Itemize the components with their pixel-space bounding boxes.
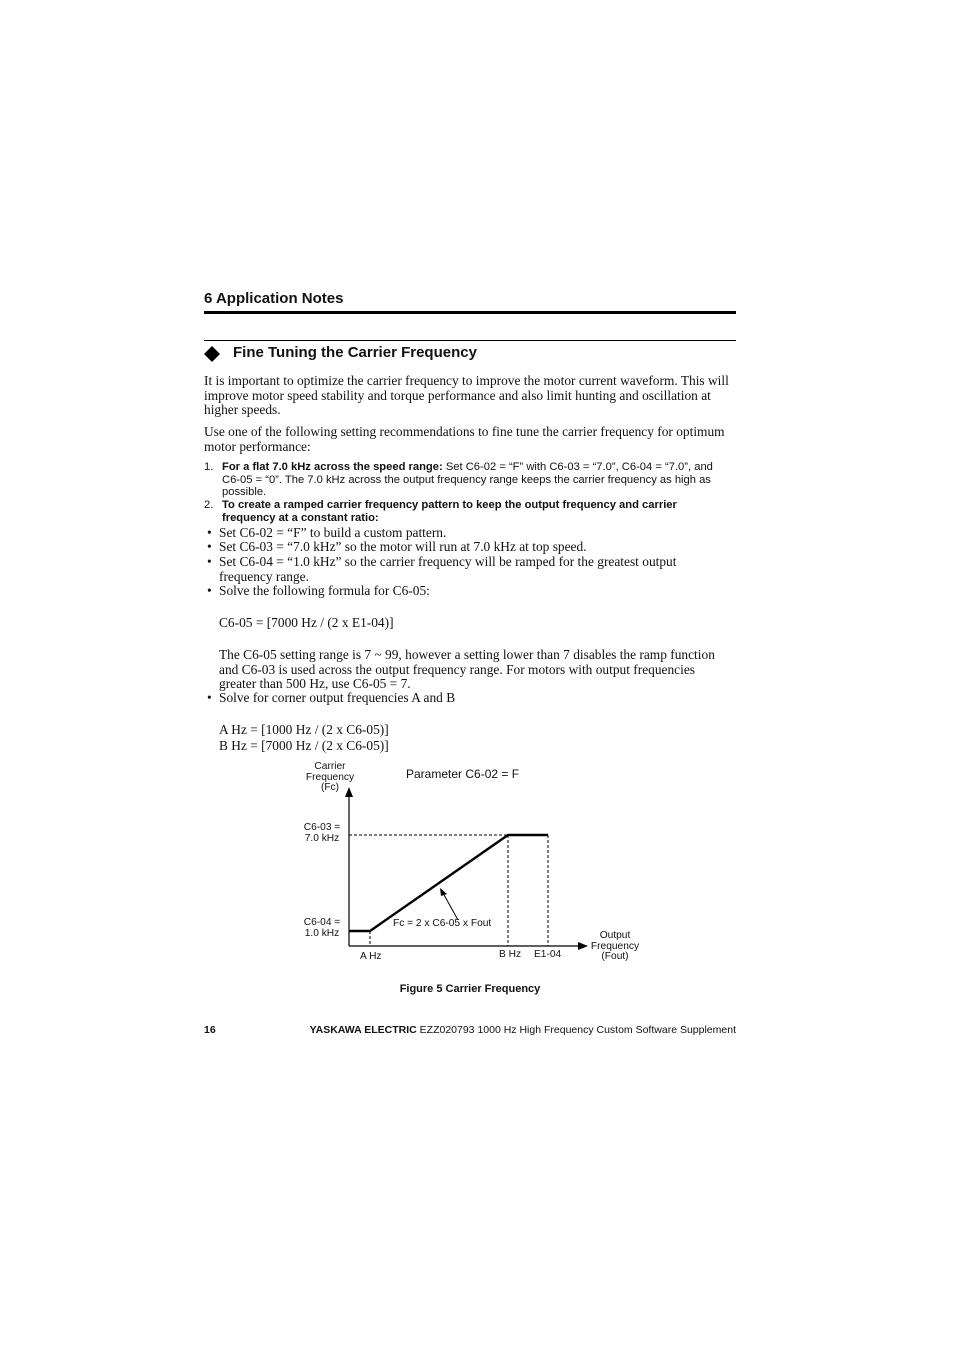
y-axis-title-line: (Fc) bbox=[320, 782, 340, 793]
diamond-bullet-icon bbox=[204, 346, 220, 362]
bullet-text: Set C6-02 = “F” to build a custom pattern. bbox=[219, 525, 447, 540]
bullet-text: Set C6-04 = “1.0 kHz” so the carrier frequency will be ramped for the greatest output frequency range. bbox=[219, 554, 677, 584]
figure-caption: Figure 5 Carrier Frequency bbox=[399, 983, 541, 995]
section-header: 6 Application Notes bbox=[204, 290, 344, 307]
item-body: Set C6-02 = “F” with C6-03 = “7.0”, C6-04 = “7.0”, and C6-05 = “0”. The 7.0 kHz across the output frequency range keeps the carrier frequency as high as possible. bbox=[222, 461, 713, 499]
c604-tick-label bbox=[296, 918, 348, 939]
formula-c605: C6-05 = [7000 Hz / (2 x E1-04)] bbox=[219, 615, 394, 630]
range-note: The C6-05 setting range is 7 ~ 99, however a setting lower than 7 disables the ramp function and C6-03 is used across the output frequency range. For motors with output frequencies greater than 500 Hz, use C6-05 = 7. bbox=[219, 647, 715, 692]
tick-label-line: C6-04 = bbox=[303, 917, 341, 928]
footer-doc-title: EZZ020793 1000 Hz High Frequency Custom Software Supplement bbox=[416, 1024, 736, 1036]
formula-pointer-arrow-icon bbox=[440, 888, 447, 896]
bullet-marker: • bbox=[207, 554, 212, 569]
bullet-marker: • bbox=[207, 539, 212, 554]
bullet-text: Set C6-03 = “7.0 kHz” so the motor will run at 7.0 kHz at top speed. bbox=[219, 539, 587, 554]
x-axis-title-line: Frequency bbox=[590, 940, 640, 952]
item-text bbox=[222, 461, 732, 499]
footer bbox=[310, 1024, 736, 1036]
subsection-heading bbox=[204, 343, 736, 365]
y-axis-title bbox=[298, 762, 362, 794]
footer-brand: YASKAWA ELECTRIC bbox=[309, 1024, 417, 1036]
page-number: 16 bbox=[204, 1024, 216, 1036]
recommendation-paragraph: Use one of the following setting recommendations to fine tune the carrier frequency for optimum motor performance: bbox=[204, 424, 725, 454]
item-text bbox=[222, 499, 732, 524]
subsection-rule bbox=[204, 340, 736, 341]
tick-label-line: 7.0 kHz bbox=[304, 832, 340, 844]
y-axis-title-line: Frequency bbox=[305, 771, 355, 783]
parameter-label: Parameter C6-02 = F bbox=[406, 767, 520, 781]
item-number: 1. bbox=[204, 461, 214, 473]
c603-tick-label bbox=[296, 823, 348, 844]
x-axis-title-line: Output bbox=[599, 930, 631, 941]
intro-paragraph: It is important to optimize the carrier frequency to improve the motor current waveform. This will improve motor speed stability and torque performance and also limit hunting and oscillation at higher speeds. bbox=[204, 373, 729, 418]
carrier-frequency-series bbox=[349, 835, 548, 931]
bullet-text: Solve the following formula for C6-05: bbox=[219, 583, 430, 598]
a-hz-tick-label: A Hz bbox=[360, 951, 382, 962]
formula-b-hz: B Hz = [7000 Hz / (2 x C6-05)] bbox=[219, 738, 389, 753]
bullet-marker: • bbox=[207, 690, 212, 705]
item-lead: To create a ramped carrier frequency pattern to keep the output frequency and carrier frequency at a constant ratio: bbox=[222, 499, 677, 524]
carrier-frequency-chart bbox=[290, 755, 670, 975]
x-axis-title bbox=[585, 931, 645, 963]
b-hz-tick-label: B Hz bbox=[499, 949, 522, 960]
slope-formula-label: Fc = 2 x C6-05 x Fout bbox=[393, 918, 492, 929]
item-lead: For a flat 7.0 kHz across the speed range: bbox=[222, 461, 443, 473]
formula-pointer-line bbox=[443, 893, 458, 920]
item-number: 2. bbox=[204, 499, 214, 511]
y-axis-title-line: Carrier bbox=[314, 761, 346, 772]
subsection-title: Fine Tuning the Carrier Frequency bbox=[233, 344, 477, 361]
bullet-text: Solve for corner output frequencies A and B bbox=[219, 690, 456, 705]
e104-tick-label: E1-04 bbox=[534, 949, 562, 960]
formula-a-hz: A Hz = [1000 Hz / (2 x C6-05)] bbox=[219, 722, 389, 737]
bullet-marker: • bbox=[207, 525, 212, 540]
tick-label-line: 1.0 kHz bbox=[304, 927, 340, 939]
header-rule bbox=[204, 311, 736, 314]
tick-label-line: C6-03 = bbox=[303, 822, 341, 833]
bullet-marker: • bbox=[207, 583, 212, 598]
x-axis-title-line: (Fout) bbox=[601, 951, 629, 962]
